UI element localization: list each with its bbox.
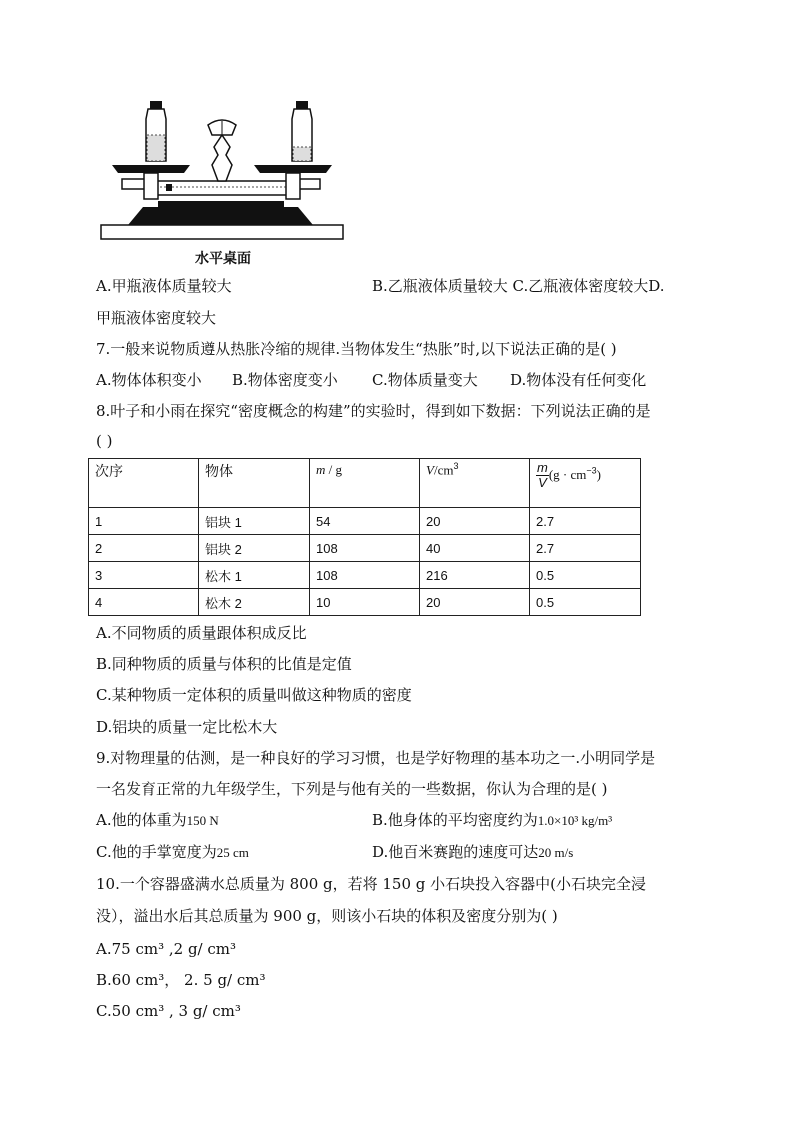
- q9-option-a-value: 150 N: [186, 813, 219, 828]
- header-density: [530, 459, 641, 508]
- q9-option-b-text: B.他身体的平均密度约为: [372, 811, 538, 829]
- cell-object: 松木 2: [199, 589, 310, 616]
- q9-option-c-text: C.他的手掌宽度为: [96, 843, 217, 861]
- q8-option-c: C.某种物质一定体积的质量叫做这种物质的密度: [96, 686, 412, 704]
- cell-object: 铝块 2: [199, 535, 310, 562]
- cell-order: 4: [89, 589, 199, 616]
- header-volume-var: V: [426, 462, 434, 478]
- q10-stem-line2: 没），溢出水后其总质量为 900 g，则该小石块的体积及密度分别为( ): [96, 907, 558, 925]
- q9-option-c: [96, 842, 249, 863]
- table-row: [89, 508, 641, 535]
- header-density-exp: −3: [586, 465, 597, 476]
- q6-option-a: A.甲瓶液体质量较大: [96, 277, 232, 295]
- q7-option-b: B.物体密度变小: [232, 371, 338, 389]
- q9-stem-line2: 一名发育正常的九年级学生，下列是与他有关的一些数据，你认为合理的是( ): [96, 780, 608, 798]
- q6-option-b-c: B.乙瓶液体质量较大 C.乙瓶液体密度较大D.: [372, 277, 665, 295]
- cell-density: 2.7: [530, 535, 641, 562]
- q10-option-c: C.50 cm³ , 3 g/ cm³: [96, 1002, 241, 1020]
- balance-scale-icon: [98, 95, 346, 245]
- q8-option-b: B.同种物质的质量与体积的比值是定值: [96, 655, 352, 673]
- q7-option-c: C.物体质量变大: [372, 371, 478, 389]
- q9-option-b: [372, 810, 612, 831]
- header-volume-exp: 3: [453, 461, 459, 471]
- q10-option-a: A.75 cm³ ,2 g/ cm³: [96, 940, 237, 958]
- q9-option-a-text: A.他的体重为: [96, 811, 187, 829]
- cell-density: 2.7: [530, 508, 641, 535]
- cell-mass: 54: [310, 508, 420, 535]
- q8-stem-line1: 8.叶子和小雨在探究“密度概念的构建”的实验时，得到如下数据：下列说法正确的是: [96, 402, 651, 420]
- cell-volume: 20: [420, 508, 530, 535]
- q8-option-a: A.不同物质的质量跟体积成反比: [96, 624, 307, 642]
- cell-density: 0.5: [530, 562, 641, 589]
- cell-density: 0.5: [530, 589, 641, 616]
- header-mass: [310, 459, 420, 508]
- cell-volume: 40: [420, 535, 530, 562]
- header-mass-var: m: [316, 462, 326, 477]
- header-volume-unit: /cm: [433, 462, 454, 478]
- header-density-unit: (g · cm: [548, 467, 587, 483]
- q9-option-a: [96, 810, 219, 831]
- header-object: 物体: [199, 459, 310, 508]
- header-order: 次序: [89, 459, 199, 508]
- cell-object: 松木 1: [199, 562, 310, 589]
- density-data-table: [88, 458, 641, 616]
- q9-stem-line1: 9.对物理量的估测，是一种良好的学习习惯，也是学好物理的基本功之一.小明同学是: [96, 749, 656, 767]
- q7-stem: 7.一般来说物质遵从热胀冷缩的规律.当物体发生“热胀”时,以下说法正确的是( ): [96, 340, 617, 358]
- cell-mass: 108: [310, 562, 420, 589]
- header-volume: [420, 459, 530, 508]
- cell-object: 铝块 1: [199, 508, 310, 535]
- fraction-numerator: m: [537, 460, 548, 475]
- fraction-denominator: V: [538, 475, 547, 490]
- header-density-close: ): [596, 467, 601, 483]
- q6-option-d: 甲瓶液体密度较大: [96, 309, 217, 327]
- cell-volume: 20: [420, 589, 530, 616]
- q10-stem-line1: 10.一个容器盛满水总质量为 800 g，若将 150 g 小石块投入容器中(小石块完全浸: [96, 875, 647, 893]
- q8-option-d: D.铝块的质量一定比松木大: [96, 718, 278, 736]
- q9-option-d-value: 20 m/s: [538, 845, 574, 860]
- cell-mass: 10: [310, 589, 420, 616]
- density-fraction: [536, 461, 549, 490]
- header-mass-unit: / g: [325, 462, 343, 477]
- q7-option-d: D.物体没有任何变化: [510, 371, 647, 389]
- q7-option-a: A.物体体积变小: [96, 371, 202, 389]
- figure-caption: 水平桌面: [195, 251, 251, 267]
- q10-option-b: B.60 cm³， 2. 5 g/ cm³: [96, 971, 266, 989]
- cell-order: 1: [89, 508, 199, 535]
- q9-option-d: [372, 842, 573, 863]
- table-header-row: [89, 459, 641, 508]
- q9-option-b-value: 1.0×10³ kg/m³: [537, 813, 613, 828]
- cell-mass: 108: [310, 535, 420, 562]
- table-row: [89, 535, 641, 562]
- cell-volume: 216: [420, 562, 530, 589]
- table-row: [89, 562, 641, 589]
- table-row: [89, 589, 641, 616]
- cell-order: 3: [89, 562, 199, 589]
- q9-option-c-value: 25 cm: [216, 845, 249, 860]
- q8-stem-line2: ( ): [96, 432, 113, 450]
- q9-option-d-text: D.他百米赛跑的速度可达: [372, 843, 539, 861]
- cell-order: 2: [89, 535, 199, 562]
